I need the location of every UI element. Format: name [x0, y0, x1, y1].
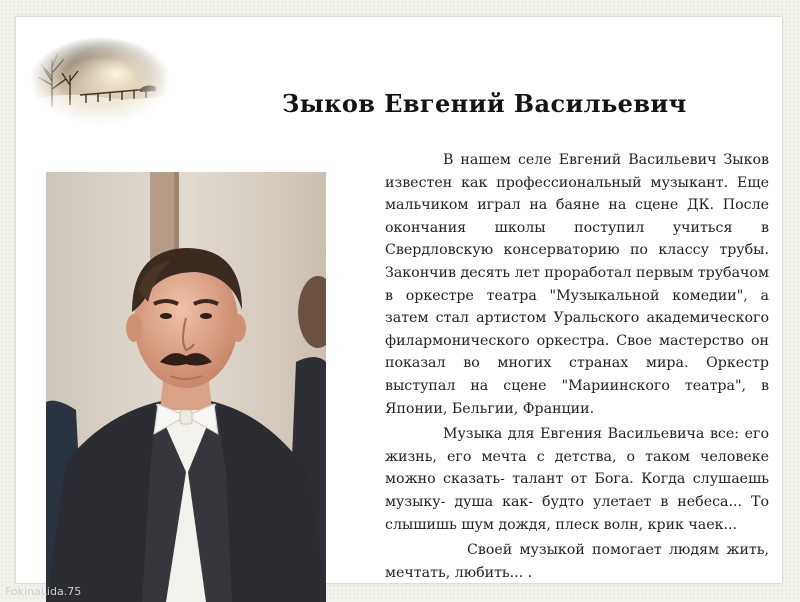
paragraph-biography: В нашем селе Евгений Васильевич Зыков известен как профессиональный музыкант. Еще мальчиком играл на баяне на сцене ДК. После окончания школы поступил учиться в Свердловскую консерваторию по классу трубы. Закончив десять лет проработал первым трубачом в оркестре театра "Музыкальной комедии", а затем стал артистом Уральского академического филармонического оркестра. Свое мастерство он показал во многих странах мира. Оркестр выступал на сцене "Мариинского театра", в Японии, Бельгии, Франции.: [385, 152, 769, 417]
winter-landscape-logo: [30, 37, 170, 125]
paragraph-closing: Своей музыкой помогает людям жить, мечтать, любить... .: [385, 542, 769, 581]
page-title: Зыков Евгений Васильевич: [282, 89, 687, 118]
portrait-photo: [46, 172, 326, 602]
watermark: FokinaLida.75: [5, 585, 82, 598]
slide-card: [16, 17, 782, 583]
paragraph-music: Музыка для Евгения Васильевича все: его жизнь, его мечта с детства, о таком человеке можно сказать- талант от Бога. Когда слушаешь музыку- душа как- будто улетает в небеса... То слышишь шум дождя, плеск волн, крик чаек...: [385, 426, 769, 533]
biography-text: [385, 149, 769, 587]
